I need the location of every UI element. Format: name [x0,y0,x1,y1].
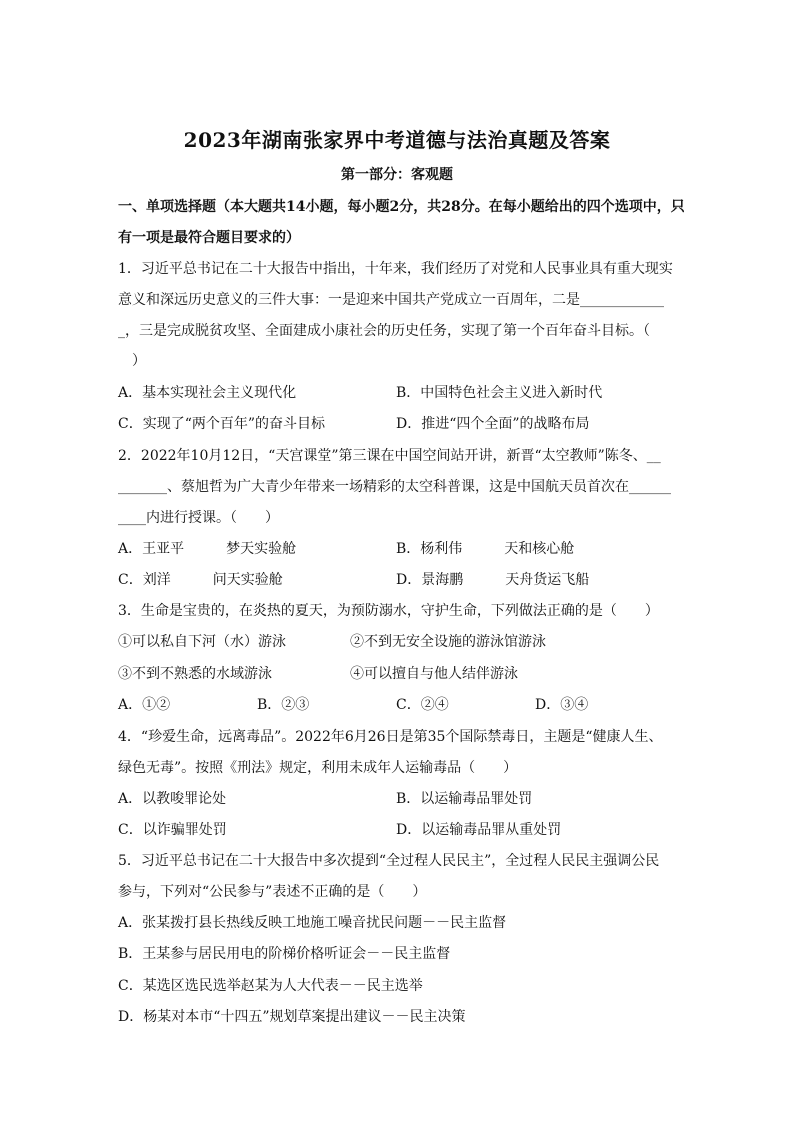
question-2-option-c: C．刘洋 问天实验舱 [118,572,283,588]
question-1-line-3: _，三是完成脱贫攻坚、全面建成小康社会的历史任务，实现了第一个百年奋斗目标。（ [118,323,650,339]
question-4-line-1: 4．“珍爱生命，远离毒品”。2022年6月26日是第35个国际禁毒日，主题是“健康人生、 [118,729,663,745]
question-4-option-c: C．以诈骗罪处罚 [118,822,227,838]
question-4-line-2: 绿色无毒”。按照《刑法》规定，利用未成年人运输毒品（ ） [118,760,518,776]
question-5-option-a: A．张某拨打县长热线反映工地施工噪音扰民问题－－民主监督 [118,915,507,931]
question-3-statement-2: ②不到无安全设施的游泳馆游泳 [350,634,546,650]
question-4-option-b: B．以运输毒品罪处罚 [396,791,533,807]
question-2-line-1: 2．2022年10月12日，“天宫课堂”第三课在中国空间站开讲，新晋“太空教师”陈冬、__ [118,448,661,464]
question-3-line-1: 3．生命是宝贵的，在炎热的夏天，为预防溺水，守护生命，下列做法正确的是（ ） [118,603,659,619]
part-subtitle: 第一部分：客观题 [341,167,453,183]
question-3-option-b: B．②③ [257,697,310,713]
question-3-option-d: D．③④ [535,697,589,713]
question-2-line-2: _______、蔡旭哲为广大青少年带来一场精彩的太空科普课，这是中国航天员首次在______ [118,479,671,495]
question-4-option-d: D．以运输毒品罪从重处罚 [396,822,562,838]
question-2-option-b: B．杨利伟 天和核心舱 [396,541,575,557]
question-2-option-a: A．王亚平 梦天实验舱 [118,541,297,557]
question-1-option-d: D．推进“四个全面”的战略布局 [396,416,590,432]
question-1-line-2: 意义和深远历史意义的三件大事：一是迎来中国共产党成立一百周年，二是____________ [118,292,664,308]
question-3-option-c: C．②④ [396,697,449,713]
section-instruction-line-2: 有一项是最符合题目要求的） [118,230,300,246]
question-5-option-b: B．王某参与居民用电的阶梯价格听证会－－民主监督 [118,946,451,962]
question-3-option-a: A．①② [118,697,171,713]
question-5-line-1: 5．习近平总书记在二十大报告中多次提到“全过程人民民主”，全过程人民民主强调公民 [118,853,660,869]
page-title: 2023年湖南张家界中考道德与法治真题及答案 [183,128,611,152]
question-1-line-4: ） [118,353,146,369]
question-3-statement-4: ④可以擅自与他人结伴游泳 [350,666,518,682]
question-3-statement-1: ①可以私自下河（水）游泳 [118,634,286,650]
question-2-line-3: ____内进行授课。（ ） [118,510,279,526]
question-1-option-a: A．基本实现社会主义现代化 [118,385,297,401]
question-1-option-b: B．中国特色社会主义进入新时代 [396,385,603,401]
question-5-option-d: D．杨某对本市“十四五”规划草案提出建议－－民主决策 [118,1009,466,1025]
question-3-statement-3: ③不到不熟悉的水域游泳 [118,666,272,682]
question-5-line-2: 参与，下列对“公民参与”表述不正确的是（ ） [118,884,427,900]
question-4-option-a: A．以教唆罪论处 [118,791,227,807]
question-5-option-c: C．某选区选民选举赵某为人大代表－－民主选举 [118,978,423,994]
question-1-line-1: 1．习近平总书记在二十大报告中指出，十年来，我们经历了对党和人民事业具有重大现实 [118,261,673,277]
section-instruction-line-1: 一、单项选择题（本大题共14小题，每小题2分，共28分。在每小题给出的四个选项中，只 [118,199,685,215]
question-2-option-d: D．景海鹏 天舟货运飞船 [396,572,590,588]
question-1-option-c: C．实现了“两个百年”的奋斗目标 [118,416,326,432]
